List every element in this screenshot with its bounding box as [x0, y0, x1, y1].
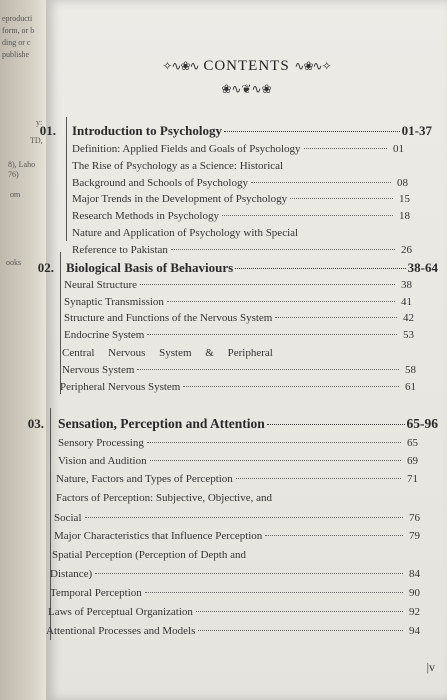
entry-page: 79 — [409, 530, 420, 542]
toc-entry[interactable] — [62, 364, 416, 376]
entry-page: 84 — [409, 568, 420, 580]
entry-page: 18 — [399, 210, 410, 222]
entry-page: 61 — [405, 381, 416, 393]
entry-text: Temporal Perception — [50, 587, 142, 599]
entry-page: 38 — [401, 279, 412, 291]
entry-text: Endocrine System — [64, 329, 145, 341]
chapter-title: Sensation, Perception and Attention — [58, 416, 265, 431]
toc-entry[interactable] — [72, 177, 408, 189]
toc-entry[interactable] — [54, 530, 420, 542]
entry-text: Structure and Functions of the Nervous System — [64, 312, 273, 324]
entry-page: 15 — [399, 193, 410, 205]
leader-dots — [222, 215, 393, 216]
entry-text: Neural Structure — [64, 279, 137, 291]
entry-text: The Rise of Psychology as a Science: Historical — [72, 160, 284, 172]
entry-text: Reference to Pakistan — [72, 244, 168, 256]
edge-fragment: TD, — [30, 136, 43, 145]
chapter-heading[interactable] — [58, 416, 438, 432]
entry-page: 53 — [403, 329, 414, 341]
contents-title-row — [46, 58, 447, 75]
toc-entry[interactable] — [52, 549, 418, 561]
entry-page: 42 — [403, 312, 414, 324]
toc-entry[interactable] — [58, 437, 418, 449]
page-title: CONTENTS — [203, 58, 290, 74]
entry-page: 94 — [409, 625, 420, 637]
entry-text: Major Trends in the Development of Psychology — [72, 193, 288, 205]
edge-fragment: 76) — [8, 170, 19, 179]
toc-entry[interactable] — [72, 143, 404, 155]
chapter-pages: 01-37 — [401, 123, 432, 138]
chapter-rule — [60, 252, 61, 394]
entry-text: Background and Schools of Psychology — [72, 177, 248, 189]
leader-dots — [236, 478, 401, 479]
chapter-number: 01. — [39, 123, 56, 138]
edge-fragment: form, or b — [2, 26, 35, 35]
toc-entry[interactable] — [58, 455, 418, 467]
leader-dots — [265, 535, 403, 536]
entry-page: 65 — [407, 437, 418, 449]
leader-dots — [147, 334, 397, 335]
leader-dots — [235, 268, 405, 269]
chapter-heading[interactable] — [72, 123, 432, 139]
entry-text: Vision and Audition — [58, 455, 147, 467]
leader-dots — [167, 301, 395, 302]
toc-entry[interactable] — [72, 227, 408, 239]
entry-text: Nature and Application of Psychology with Special — [72, 227, 299, 239]
toc-entry[interactable] — [46, 625, 420, 637]
entry-text: Social — [54, 512, 82, 524]
entry-text: Nature, Factors and Types of Perception — [56, 473, 233, 485]
ornament-divider-icon: ❀∿❦∿❀ — [221, 82, 272, 96]
entry-page: 92 — [409, 606, 420, 618]
toc-entry[interactable] — [64, 329, 414, 341]
page-number: |v — [426, 660, 435, 674]
entry-page: 69 — [407, 455, 418, 467]
toc-entry[interactable] — [50, 587, 420, 599]
entry-text: Sensory Processing — [58, 437, 144, 449]
entry-text: Spatial Perception (Perception of Depth and — [52, 549, 246, 561]
toc-entry[interactable] — [72, 160, 404, 172]
leader-dots — [95, 573, 403, 574]
leader-dots — [224, 131, 400, 132]
leader-dots — [145, 592, 403, 593]
entry-page: 58 — [405, 364, 416, 376]
leader-dots — [275, 317, 397, 318]
leader-dots — [85, 517, 404, 518]
toc-entry[interactable] — [72, 210, 410, 222]
ornament-left-icon: ✧∿❀∿ — [162, 59, 199, 73]
leader-dots — [183, 386, 399, 387]
entry-text: Synaptic Transmission — [64, 296, 164, 308]
edge-fragment: ding or c — [2, 38, 31, 47]
entry-text: Research Methods in Psychology — [72, 210, 219, 222]
leader-dots — [140, 284, 395, 285]
entry-page: 90 — [409, 587, 420, 599]
ornament-right-icon: ∿❀∿✧ — [294, 59, 331, 73]
entry-text: Central Nervous System & Peripheral — [62, 347, 273, 359]
leader-dots — [304, 148, 387, 149]
entry-text: Peripheral Nervous System — [60, 381, 181, 393]
edge-fragment: eproducti — [2, 14, 33, 23]
leader-dots — [267, 424, 405, 425]
entry-page: 26 — [401, 244, 412, 256]
edge-fragment: om — [10, 190, 21, 199]
chapter-number: 03. — [27, 416, 44, 431]
toc-entry[interactable] — [62, 347, 416, 359]
leader-dots — [251, 182, 391, 183]
leader-dots — [198, 630, 403, 631]
entry-text: Attentional Processes and Models — [46, 625, 196, 637]
entry-page: 08 — [397, 177, 408, 189]
toc-entry[interactable] — [56, 492, 418, 504]
toc-entry[interactable] — [72, 244, 412, 256]
edge-fragment: 8), Laho — [8, 160, 36, 169]
toc-entry[interactable] — [56, 473, 418, 485]
chapter-pages: 65-96 — [406, 416, 438, 431]
leader-dots — [137, 369, 399, 370]
entry-page: 76 — [409, 512, 420, 524]
entry-text: Definition: Applied Fields and Goals of Psychology — [72, 143, 301, 155]
entry-text: Laws of Perceptual Organization — [48, 606, 193, 618]
toc-entry[interactable] — [64, 279, 412, 291]
edge-fragment: publishe — [2, 50, 30, 59]
entry-text: Major Characteristics that Influence Perception — [54, 530, 263, 542]
leader-dots — [196, 611, 403, 612]
edge-fragment: y: — [36, 118, 43, 127]
entry-page: 71 — [407, 473, 418, 485]
leader-dots — [290, 198, 393, 199]
toc-entry[interactable] — [64, 296, 412, 308]
previous-page-edge — [0, 0, 46, 700]
leader-dots — [171, 249, 395, 250]
entry-text: Nervous System — [62, 364, 135, 376]
entry-text: Factors of Perception: Subjective, Objective, and — [56, 492, 272, 504]
chapter-rule — [66, 117, 67, 241]
entry-text: Distance) — [50, 568, 93, 580]
leader-dots — [147, 442, 401, 443]
toc-entry[interactable] — [64, 312, 414, 324]
chapter-number: 02. — [37, 260, 54, 275]
toc-entry[interactable] — [60, 381, 416, 393]
toc-entry[interactable] — [50, 568, 420, 580]
chapter-pages: 38-64 — [407, 260, 438, 275]
toc-entry[interactable] — [48, 606, 420, 618]
toc-entry[interactable] — [54, 512, 420, 524]
entry-page: 41 — [401, 296, 412, 308]
toc-entry[interactable] — [72, 193, 410, 205]
edge-fragment: ooks — [6, 258, 22, 267]
chapter-title: Introduction to Psychology — [72, 123, 222, 138]
leader-dots — [150, 460, 401, 461]
chapter-heading[interactable] — [66, 260, 438, 276]
chapter-title: Biological Basis of Behaviours — [66, 260, 234, 275]
entry-page: 01 — [393, 143, 404, 155]
